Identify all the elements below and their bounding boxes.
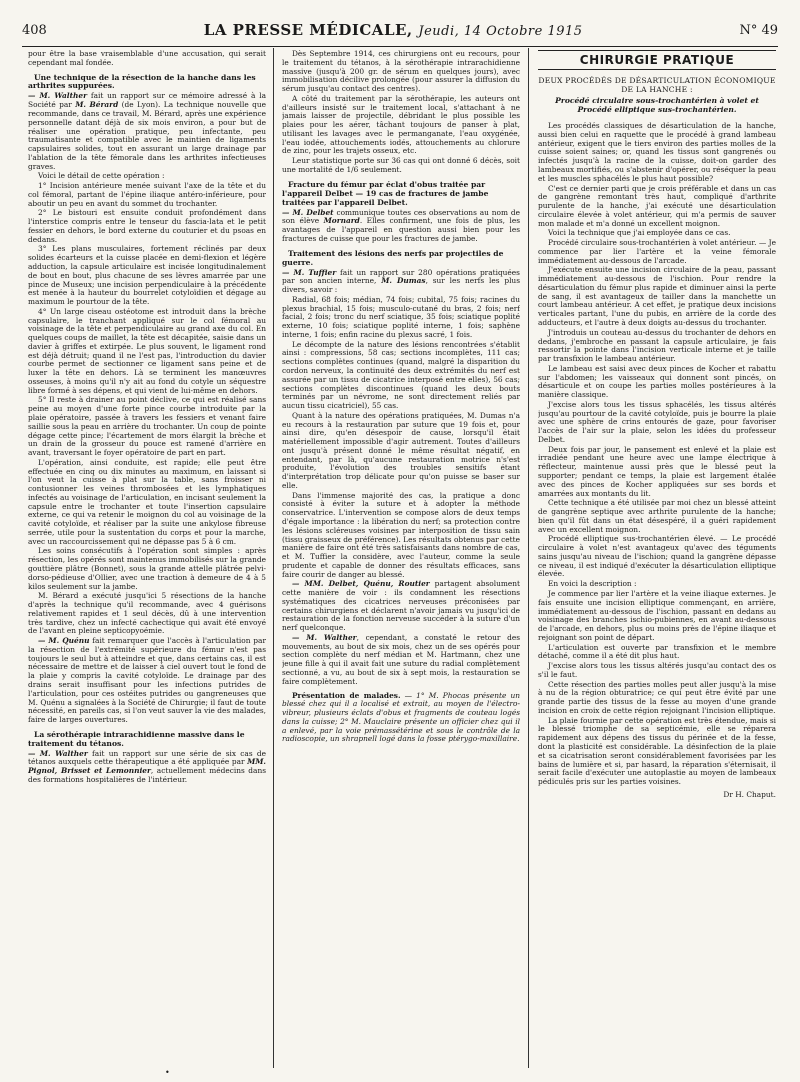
paragraph: La plaie fournie par cette opération est très étendue, mais si le blessé triomphe de sa septicémie, elle se réparera rapidement aux dépens des tissus du périnée et de la fesse, dont la plasticité est considérable. La désinfection de la plaie et sa cicatrisation seront considérablement favorisées par les bains de lumière et si, par hasard, la réparation s'éternisait, il serait facile d'exécuter une autoplastie au moyen de lambeaux pédiculés pris sur les parties voisines.	[538, 715, 776, 787]
author: — M. Delbet	[282, 207, 334, 217]
presentation-title: Présentation de malades.	[292, 690, 401, 700]
paragraph: M. Bérard a exécuté jusqu'ici 5 résections de la hanche d'après la technique qu'il recommande, avec 4 guérisons relativement rapides et 1 seul décès, dû à une intervention très tardive, chez un infecté cachectique qui avait été envoyé de l'avant en pleine septicopyoémie.	[28, 591, 266, 636]
paragraph: Les soins consécutifs à l'opération sont simples : après résection, les opérés sont maintenus immobilisés sur la grande gouttière plâtre (Bonnet), sous la grande attelle plâtrée pelvi-dorso-pédieuse d'Ollier, avec une traction à demeure de 4 à 5 kilos seulement sur la jambe.	[28, 546, 266, 591]
paragraph: Procédé elliptique sus-trochantérien élevé. — Le procédé circulaire à volet n'est avantageux qu'avec des téguments sains jusqu'au niveau de l'ischion; quand la gangrène dépasse ce niveau, il est indiqué d'exécuter la désarticulation elliptique élevée.	[538, 534, 776, 579]
lead-text: fait un rapport sur ce mémoire adressé à la Société par	[28, 91, 266, 110]
intro-text: pour être la base vraisemblable d'une accusation, qui serait cependant mal fondée.	[28, 50, 266, 67]
column-divider-2	[528, 48, 529, 1068]
paragraph: Le lambeau est saisi avec deux pinces de Kocher et rabattu sur l'abdomen; les vaisseaux qui donnent sont pincés, on désarticule et on coupe les parties molles postérieures à la manière classique.	[538, 363, 776, 400]
paragraph: Les procédés classiques de désarticulation de la hanche, aussi bien celui en raquette que le procédé à grand lambeau antérieur, exigent que le tiers environ des parties molles de la cuisse soient saines; or, quand les tissus sont gangrenés ou infectés jusqu'à la racine de la cuisse, doit-on garder des lambeaux mortifiés, ou s'abstenir d'opérer, ou réséquer la peau et les muscles sphacélés le plus haut possible?	[538, 121, 776, 183]
paragraph: Radial, 68 fois; médian, 74 fois; cubital, 75 fois; racines du plexus brachial, 15 fois; musculo-cutané du bras, 2 fois; nerf facial, 2 fois; tronc du nerf sciatique, 35 fois; sciatique poplité externe, 10 fois; sciatique poplité interne, 1 fois; saphène interne, 1 fois; enfin racine du plexus sacré, 1 fois.	[282, 294, 520, 339]
column-divider-1	[273, 48, 274, 1068]
lead-rest: , sur les nerfs les plus divers, savoir :	[282, 276, 520, 295]
author: — M. Walther	[28, 91, 87, 101]
author: — M. Tuffier	[282, 267, 337, 277]
article-lead	[28, 750, 266, 785]
paragraph: Procédé circulaire sous-trochantérien à volet antérieur. — Je commence par lier l'artère et la veine fémorale immédiatement au-dessous de l'arcade.	[538, 238, 776, 265]
paragraph: Le décompte de la nature des lésions rencontrées s'établit ainsi : compressions, 58 cas; sections incomplètes, 111 cas; sections complètes continues (quand, malgré la disparition du cordon nerveux, la continuité des deux extrémités du nerf est assurée par un tissu de cicatrice interposé entre elles), 56 cas; sections complètes discontinues (quand les deux bouts terminés par un névrome, ne sont directement reliés par aucun tissu cicatriciel), 55 cas.	[282, 339, 520, 411]
paragraph: 3° Les plans musculaires, fortement réclinés par deux solides écarteurs et la cuisse placée en demi-flexion et légère adduction, la capsule articulaire est incisée longitudinalement de bout en bout, plus chacune de ses lèvres amarrée par une pince de Museux; une incision perpendiculaire à la précédente est menée à la hauteur du bourrelet cotyloïdien et dégage au maximum le pourtour de la tête.	[28, 244, 266, 307]
running-header	[22, 18, 778, 42]
article-title: Traitement des lésions des nerfs par projectiles de guerre.	[282, 248, 504, 267]
discussion-text: fait remarquer que l'accès à l'articulation par la résection de l'extrémité supérieure du fémur n'est pas toujours le seul but à atteindre et que, dans certains cas, il est nécessaire de mettre et de laisser à ciel ouvert tout le fond de la plaie y compris la cavité cotyloïde. Le drainage par des drains serait insuffisant pour les infections putrides de l'articulation, pour ces ostéites putrides ou gangreneuses que M. Quénu a signalées à la Société de Chirurgie; il faut de toute nécessité, en pareils cas, si l'on veut sauver la vie des malades, faire de larges ouvertures.	[28, 636, 266, 725]
paragraph: Leur statistique porte sur 36 cas qui ont donné 6 décès, soit une mortalité de 1/6 seulement.	[282, 156, 520, 174]
paragraph: A côté du traitement par la sérothérapie, les auteurs ont d'ailleurs insisté sur le traitement local, s'attachant à ne jamais laisser de projectile, débridant le plus possible les plaies pour les aérer, tâchant toujours de panser à plat, utilisant les lavages avec le permanganate, l'eau oxygénée, l'eau iodée, attouchements iodés, attouchements au chlorure de zinc, pour les trajets osseux, etc.	[282, 93, 520, 156]
cited-author: M. Dumas	[381, 276, 426, 286]
paragraph: Voici la technique que j'ai employée dans ce cas.	[548, 228, 731, 238]
column-3	[538, 50, 776, 1070]
article-title: Une technique de la résection de la hanche dans les arthrites suppurées.	[28, 72, 256, 91]
column-1	[28, 50, 266, 1070]
paragraph: J'exécute ensuite une incision circulaire de la peau, passant immédiatement au-dessous de l'ischion. Pour rendre la désarticulation du fémur plus rapide et diminuer ainsi la perte de sang, il est avantageux de tailler dans la manchette un court lambeau antérieur. A cet effet, je pratique deux incisions verticales partant, l'une du pubis, en arrière de la corde des adducteurs, et l'autre à deux doigts au-dessus du trochanter.	[538, 265, 776, 327]
author: — MM. Delbet, Quénu, Routier	[292, 579, 430, 589]
paragraph: En voici la description :	[548, 579, 637, 589]
paragraph: C'est ce dernier parti que je crois préférable et dans un cas de gangrène remontant très haut, compliqué d'arthrite purulente de la hanche, j'ai exécuté une désarticulation circulaire élevée à volet antérieur, qui m'a permis de sauver mon malade et m'a donné un excellent moignon.	[538, 183, 776, 228]
paragraph: Quant à la nature des opérations pratiquées, M. Dumas n'a eu recours à la restauration par suture que 19 fois et, pour ainsi dire, qu'en désespoir de cause, lorsqu'il était matériellement impossible d'agir autrement. Toutes d'ailleurs ont jusqu'à présent donné le même résultat négatif, en entendant, par là, qu'aucune restauration motrice n's'est produite, l'évolution des troubles sensitifs étant d'interprétation trop délicate pour qu'on puisse se baser sur elle.	[282, 410, 520, 490]
author: — M. Quénu	[38, 636, 90, 646]
paragraph: 2° Le bistouri est ensuite conduit profondément dans l'interstice compris entre le tenseur du fascia-lata et le petit fessier en dehors, le bord externe du couturier et du psoas en dedans.	[28, 208, 266, 244]
lead-text: fait un rapport sur 280 opérations pratiquées par son ancien interne,	[282, 267, 520, 286]
cited-author: M. Bérard	[75, 100, 119, 110]
header-rule	[22, 46, 778, 47]
section-title: CHIRURGIE PRATIQUE	[538, 50, 776, 70]
discussion-text: , cependant, a constaté le retour des mouvements, au bout de six mois, chez un de ses opérés pour section complète du nerf médian et M. Hartmann, chez une jeune fille à qui il avait fait une suture du radial complètement sectionné, a vu, au bout de six à sept mois, la restauration se faire complètement.	[282, 632, 520, 686]
column-2	[282, 50, 520, 1070]
lead-text: fait un rapport sur une série de six cas de tétanos auxquels cette thérapeutique a été appliquée par	[28, 748, 266, 767]
presentation-text: — 1° M. Phocas présente un blessé chez qui il a localisé et extrait, au moyen de l'électro-vibreur, plusieurs éclats d'obus et fragments de couteau logés dans la cuisse; 2° M. Mauclaire présente un officier chez qui il a enlevé, par la voie prémassétérine et sous le contrôle de la radioscopie, un shrapnell logé dans la fosse ptérygo-maxillaire.	[282, 690, 520, 744]
discussion-paragraph	[282, 634, 520, 687]
lead-rest: . Elles confirment, une fois de plus, les avantages de l'appareil en question aussi bien pour les fractures de cuisse que pour les fractures de jambe.	[282, 216, 520, 243]
issue-number: N° 49	[739, 22, 778, 38]
paragraph: Je commence par lier l'artère et la veine iliaque externes. Je fais ensuite une incision elliptique commençant, en arrière, immédiatement au-dessous de l'ischion, passant en dedans au voisinage des branches ischio-pubiennes, en avant au-dessous de l'arcade, en dehors, plus ou moins près de l'épine iliaque et rejoignant son point de départ.	[538, 588, 776, 642]
paragraph: Cette résection des parties molles peut aller jusqu'à la mise à nu de la région obturatrice; ce qui peut être évité par une grande partie des tissus de la fesse au moyen d'une grande incision en croix de cette région rejoignant l'incision elliptique.	[538, 679, 776, 715]
lead-rest: (de Lyon). La technique nouvelle que recommande, dans ce travail, M. Bérard, après une expérience personnelle datant déjà de six mois environ, a pour but de réaliser une opération pratique, peu infectante, peu traumatisante et compatible avec le maintien de ligaments capsulaires solides, tout en assurant un large drainage par l'ablation de la tête fémorale dans les arthrites infectieuses graves.	[28, 100, 266, 171]
paragraph: L'articulation est ouverte par transfixion et le membre détaché, comme il a été dit plus haut.	[538, 642, 776, 661]
lead-rest: , actuellement médecins dans des formations hospitalières de l'intérieur.	[28, 766, 266, 784]
paragraph: 4° Un large ciseau ostéotome est introduit dans la brèche capsulaire, le tranchant appliqué sur le col fémoral au voisinage de la tête et perpendiculaire au grand axe du col. En quelques coups de maillet, la tête est décapitée, saisie dans un davier à griffes et extirpée. Le plus souvent, le ligament rond est déjà détruit; quand il ne l'est pas, l'introduction du davier courbe permet de sectionner ce ligament sans peine et de luxer la tête en dehors. Là se terminent les manœuvres osseuses, à moins qu'il n'y ait au fond du cotyle un séquestre libre formé à ses dépens, et qui vient de lui-même en dehors.	[28, 306, 266, 395]
paragraph: J'excise alors tous les tissus sphacélés, les tissus altérés jusqu'au pourtour de la cavité cotyloïde, puis je bourre la plaie avec une sphère de crins entourés de gaze, pour favoriser l'accès de l'air sur la plaie, selon les idées du professeur Delbet.	[538, 399, 776, 444]
paragraph: L'opération, ainsi conduite, est rapide; elle peut être effectuée en cinq ou dix minutes au maximum, en laissant si l'on veut la cuisse à plat sur la table, sans froisser ni contusionner les veines thrombosées et les lymphatiques infectés au voisinage de l'articulation, en incisant seulement la capsule entre le trochanter et toute l'insertion capsulaire externe, ce qui va retenir le moignon du col au voisinage de la cavité cotyloïde, et réaliser par la suite une ankylose fibreuse serrée, utile pour la sustentation du corps et pour la marche, avec un raccourcissement qui ne dépasse pas 5 à 6 cm.	[28, 457, 266, 546]
paragraph: 1° Incision antérieure menée suivant l'axe de la tête et du col fémoral, partant de l'épine iliaque antéro-inférieure, pour aboutir un peu en avant du sommet du trochanter.	[28, 181, 266, 208]
page-number: 408	[22, 22, 47, 38]
author: — M. Walther	[28, 748, 88, 758]
cited-author: Mornard	[323, 216, 360, 226]
cited-author: MM. Pignol, Brisset et Lemonnier	[28, 757, 266, 776]
article-title: Fracture du fémur par éclat d'obus traitée par l'appareil Delbet — 19 cas de fractures de jambe traitées par l'appareil Delbet.	[282, 179, 489, 207]
discussion-paragraph	[282, 580, 520, 633]
discussion-paragraph	[28, 637, 266, 725]
journal-title	[204, 21, 583, 39]
author: — M. Walther	[292, 632, 357, 642]
article-lead	[28, 92, 266, 171]
article-lead	[282, 269, 520, 295]
article-title: La sérothérapie intrarachidienne massive dans le traitement du tétanos.	[28, 729, 245, 748]
discussion-text: partagent absolument cette manière de voir : ils condamnent les résections systématiques des cicatrices nerveuses préconisées par certains chirurgiens et déclarent n'avoir jamais vu jusqu'ici de restauration de la fonction nerveuse succéder à la suture d'un nerf quelconque.	[282, 579, 520, 633]
lead-text: communique toutes ces observations au nom de son élève	[282, 207, 520, 226]
paragraph: Voici le détail de cette opération :	[38, 171, 165, 181]
article-lead	[282, 209, 520, 244]
paragraph: Deux fois par jour, le pansement est enlevé et la plaie est irradiée pendant une heure avec une lampe électrique à réflecteur, maintenue aussi près que le blessé peut la supporter; pendant ce temps, la plaie est largement étalée avec des pinces de Kocher appliquées sur ses bords et amarrées aux montants du lit.	[538, 444, 776, 498]
paragraph: J'introduis un couteau au-dessus du trochanter de dehors en dedans, j'embroche en passant la capsule articulaire, je fais ressortir la pointe dans l'incision verticale interne et je taille par transfixion le lambeau antérieur.	[538, 327, 776, 364]
article-subtitle: Procédé circulaire sous-trochantérien à volet et Procédé elliptique sus-trochantérien.	[555, 96, 759, 115]
paragraph: J'excise alors tous les tissus altérés jusqu'au contact des os s'il le faut.	[538, 661, 776, 679]
paragraph: Dès Septembre 1914, ces chirurgiens ont eu recours, pour le traitement du tétanos, à la sérothérapie intrarachidienne massive (jusqu'à 200 gr. de sérum en quelques jours), avec immobilisation décilive prolongée (pour assurer la diffusion du sérum jusqu'au contact des centres).	[282, 50, 520, 94]
paragraph: Dans l'immense majorité des cas, la pratique a donc consisté à éviter la suture et à adopter la méthode conservatrice. L'intervention se compose alors de deux temps d'égale importance : la libération du nerf; sa protection contre les lésions scléreuses voisines par interposition de tissu sain (tissu graisseux de préférence). Les résultats obtenus par cette manière de faire ont été très satisfaisants dans nombre de cas, et M. Tuffier la considère, avec l'auteur, comme la seule prudente et capable de donner des résultats efficaces, sans faire courir de danger au blessé.	[282, 490, 520, 579]
issue-date: Jeudi, 14 Octobre 1915	[418, 24, 583, 39]
footer-ornament: •	[165, 1068, 170, 1077]
author-signature: Dr H. Chaput.	[723, 789, 776, 799]
article-title: DEUX PROCÉDÉS DE DÉSARTICULATION ÉCONOMIQUE DE LA HANCHE :	[538, 76, 776, 95]
paragraph: 5° Il reste à drainer au point déclive, ce qui est réalisé sans peine au moyen d'une forte pince courbe introduite par la plaie opératoire, passée à travers les fessiers et venant faire saillie sous la peau en arrière du trochanter. Un coup de pointe dégage cette pince; l'écartement de mors élargit la brèche et un drain de la grosseur du pouce est ramené d'arrière en avant, traversant le foyer opératoire de part en part.	[28, 395, 266, 458]
presentation-paragraph	[282, 692, 520, 745]
journal-name: LA PRESSE MÉDICALE,	[203, 21, 413, 39]
paragraph: Cette technique a été utilisée par moi chez un blessé atteint de gangrène septique avec arthrite purulente de la hanche; bien qu'il fût dans un état désespéré, il a guéri rapidement avec un excellent moignon.	[538, 498, 776, 534]
